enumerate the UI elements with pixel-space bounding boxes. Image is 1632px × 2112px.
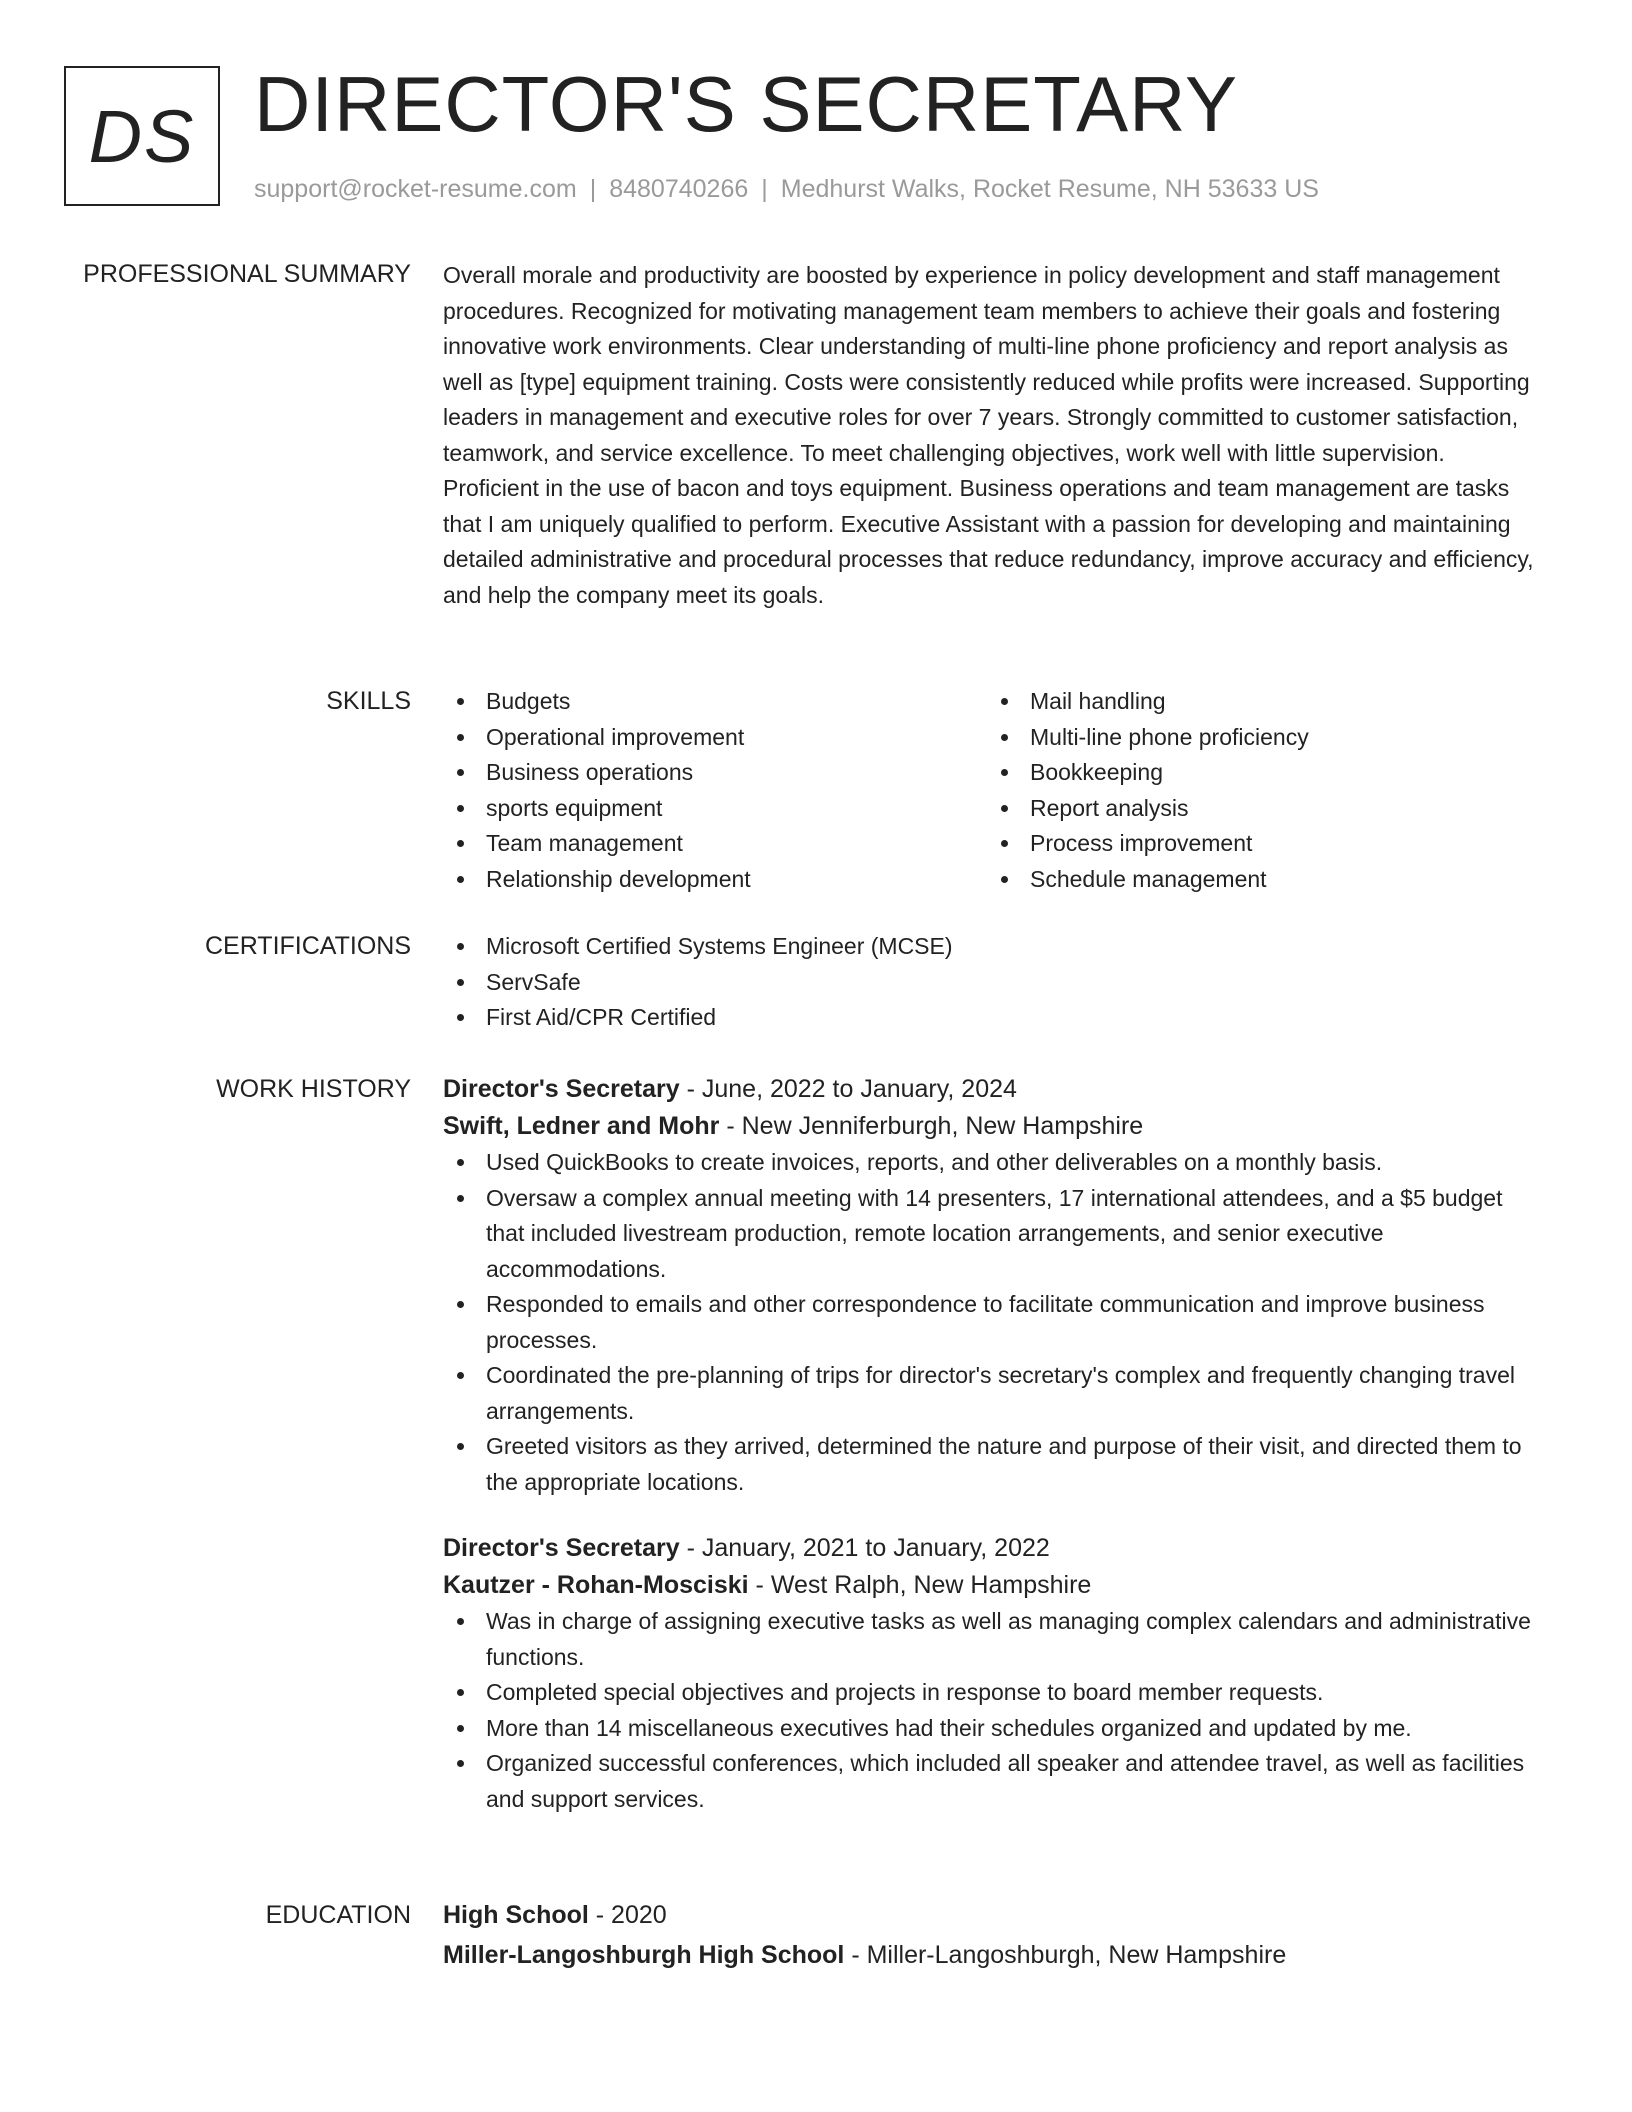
education-school: Miller-Langoshburgh High School: [443, 1941, 845, 1969]
section-label-summary: PROFESSIONAL SUMMARY: [83, 260, 411, 288]
job-dates: - January, 2021 to January, 2022: [679, 1534, 1050, 1562]
monogram-logo: DS: [64, 66, 220, 206]
summary-body: [443, 258, 1547, 613]
contact-separator: |: [589, 175, 597, 203]
job-bullet: Was in charge of assigning executive tasks as well as managing complex calendars and administrative functions.: [443, 1604, 1547, 1675]
certifications-body: [443, 929, 1547, 1036]
job-title-line: [443, 1071, 1547, 1108]
job-bullet-list: [443, 1145, 1547, 1500]
skill-item: Operational improvement: [443, 720, 987, 756]
skill-item: Process improvement: [987, 826, 1531, 862]
education-body: [443, 1897, 1547, 1974]
contact-address: Medhurst Walks, Rocket Resume, NH 53633 US: [780, 175, 1319, 203]
job-title-line: [443, 1530, 1547, 1567]
education-degree: High School: [443, 1901, 589, 1929]
resume-name: DIRECTOR'S SECRETARY: [254, 60, 1239, 148]
job-location: - West Ralph, New Hampshire: [748, 1571, 1092, 1599]
job-bullet: Organized successful conferences, which included all speaker and attendee travel, as well as facilities and support services.: [443, 1746, 1547, 1817]
section-label-certifications: CERTIFICATIONS: [204, 932, 411, 960]
job-company-line: [443, 1567, 1547, 1604]
skills-list-right: [987, 684, 1531, 897]
skill-item: Relationship development: [443, 862, 987, 898]
education-degree-line: [443, 1897, 1547, 1934]
skill-item: Team management: [443, 826, 987, 862]
contact-line: [254, 172, 1319, 206]
job-bullet: Oversaw a complex annual meeting with 14 presenters, 17 international attendees, and a $5 budget that included livestream production, remote location arrangements, and senior executive accommodations.: [443, 1181, 1547, 1288]
job-bullet: Responded to emails and other correspondence to facilitate communication and improve business processes.: [443, 1287, 1547, 1358]
job-dates: - June, 2022 to January, 2024: [679, 1075, 1017, 1103]
job-title: Director's Secretary: [443, 1075, 680, 1103]
certifications-list: [443, 929, 1547, 1036]
job-bullet: Completed special objectives and projects in response to board member requests.: [443, 1675, 1547, 1711]
education-location: - Miller-Langoshburgh, New Hampshire: [844, 1941, 1287, 1969]
education-school-line: [443, 1937, 1547, 1974]
work-history-body: [443, 1071, 1547, 1817]
contact-phone: 8480740266: [609, 175, 749, 203]
section-label-education: EDUCATION: [265, 1901, 411, 1929]
job-title: Director's Secretary: [443, 1534, 680, 1562]
certification-item: First Aid/CPR Certified: [443, 1000, 1547, 1036]
job-entry: [443, 1530, 1547, 1817]
certification-item: Microsoft Certified Systems Engineer (MCSE): [443, 929, 1547, 965]
job-location: - New Jenniferburgh, New Hampshire: [719, 1112, 1144, 1140]
job-bullet-list: [443, 1604, 1547, 1817]
contact-email: support@rocket-resume.com: [254, 175, 577, 203]
certification-item: ServSafe: [443, 965, 1547, 1001]
skill-item: Business operations: [443, 755, 987, 791]
job-company-line: [443, 1108, 1547, 1145]
skills-list-left: [443, 684, 987, 897]
job-bullet: Used QuickBooks to create invoices, reports, and other deliverables on a monthly basis.: [443, 1145, 1547, 1181]
contact-separator: |: [761, 175, 768, 203]
skills-body: [443, 684, 1547, 897]
skill-item: Budgets: [443, 684, 987, 720]
job-bullet: More than 14 miscellaneous executives had their schedules organized and updated by me.: [443, 1711, 1547, 1747]
job-bullet: Coordinated the pre-planning of trips for director's secretary's complex and frequently changing travel arrangements.: [443, 1358, 1547, 1429]
summary-text: Overall morale and productivity are boosted by experience in policy development and staff management procedures. Recognized for motivating management team members to achieve their goals and fostering innovative work environments. Clear understanding of multi-line phone proficiency and report analysis as well as [type] equipment training. Costs were consistently reduced while profits were increased. Supporting leaders in management and executive roles for over 7 years. Strongly committed to customer satisfaction, teamwork, and service excellence. To meet challenging objectives, work well with little supervision. Proficient in the use of bacon and toys equipment. Business operations and team management are tasks that I am uniquely qualified to perform. Executive Assistant with a passion for developing and maintaining detailed administrative and procedural processes that reduce redundancy, improve accuracy and efficiency, and help the company meet its goals.: [443, 262, 1534, 608]
section-label-work-history: WORK HISTORY: [216, 1075, 411, 1103]
job-entry: [443, 1071, 1547, 1500]
skill-item: Report analysis: [987, 791, 1531, 827]
job-company: Swift, Ledner and Mohr: [443, 1112, 720, 1140]
job-company: Kautzer - Rohan-Mosciski: [443, 1571, 749, 1599]
skill-item: sports equipment: [443, 791, 987, 827]
job-bullet: Greeted visitors as they arrived, determined the nature and purpose of their visit, and directed them to the appropriate locations.: [443, 1429, 1547, 1500]
skill-item: Multi-line phone proficiency: [987, 720, 1531, 756]
section-label-skills: SKILLS: [326, 687, 411, 715]
education-year: - 2020: [588, 1901, 667, 1929]
skill-item: Schedule management: [987, 862, 1531, 898]
skill-item: Bookkeeping: [987, 755, 1531, 791]
skill-item: Mail handling: [987, 684, 1531, 720]
